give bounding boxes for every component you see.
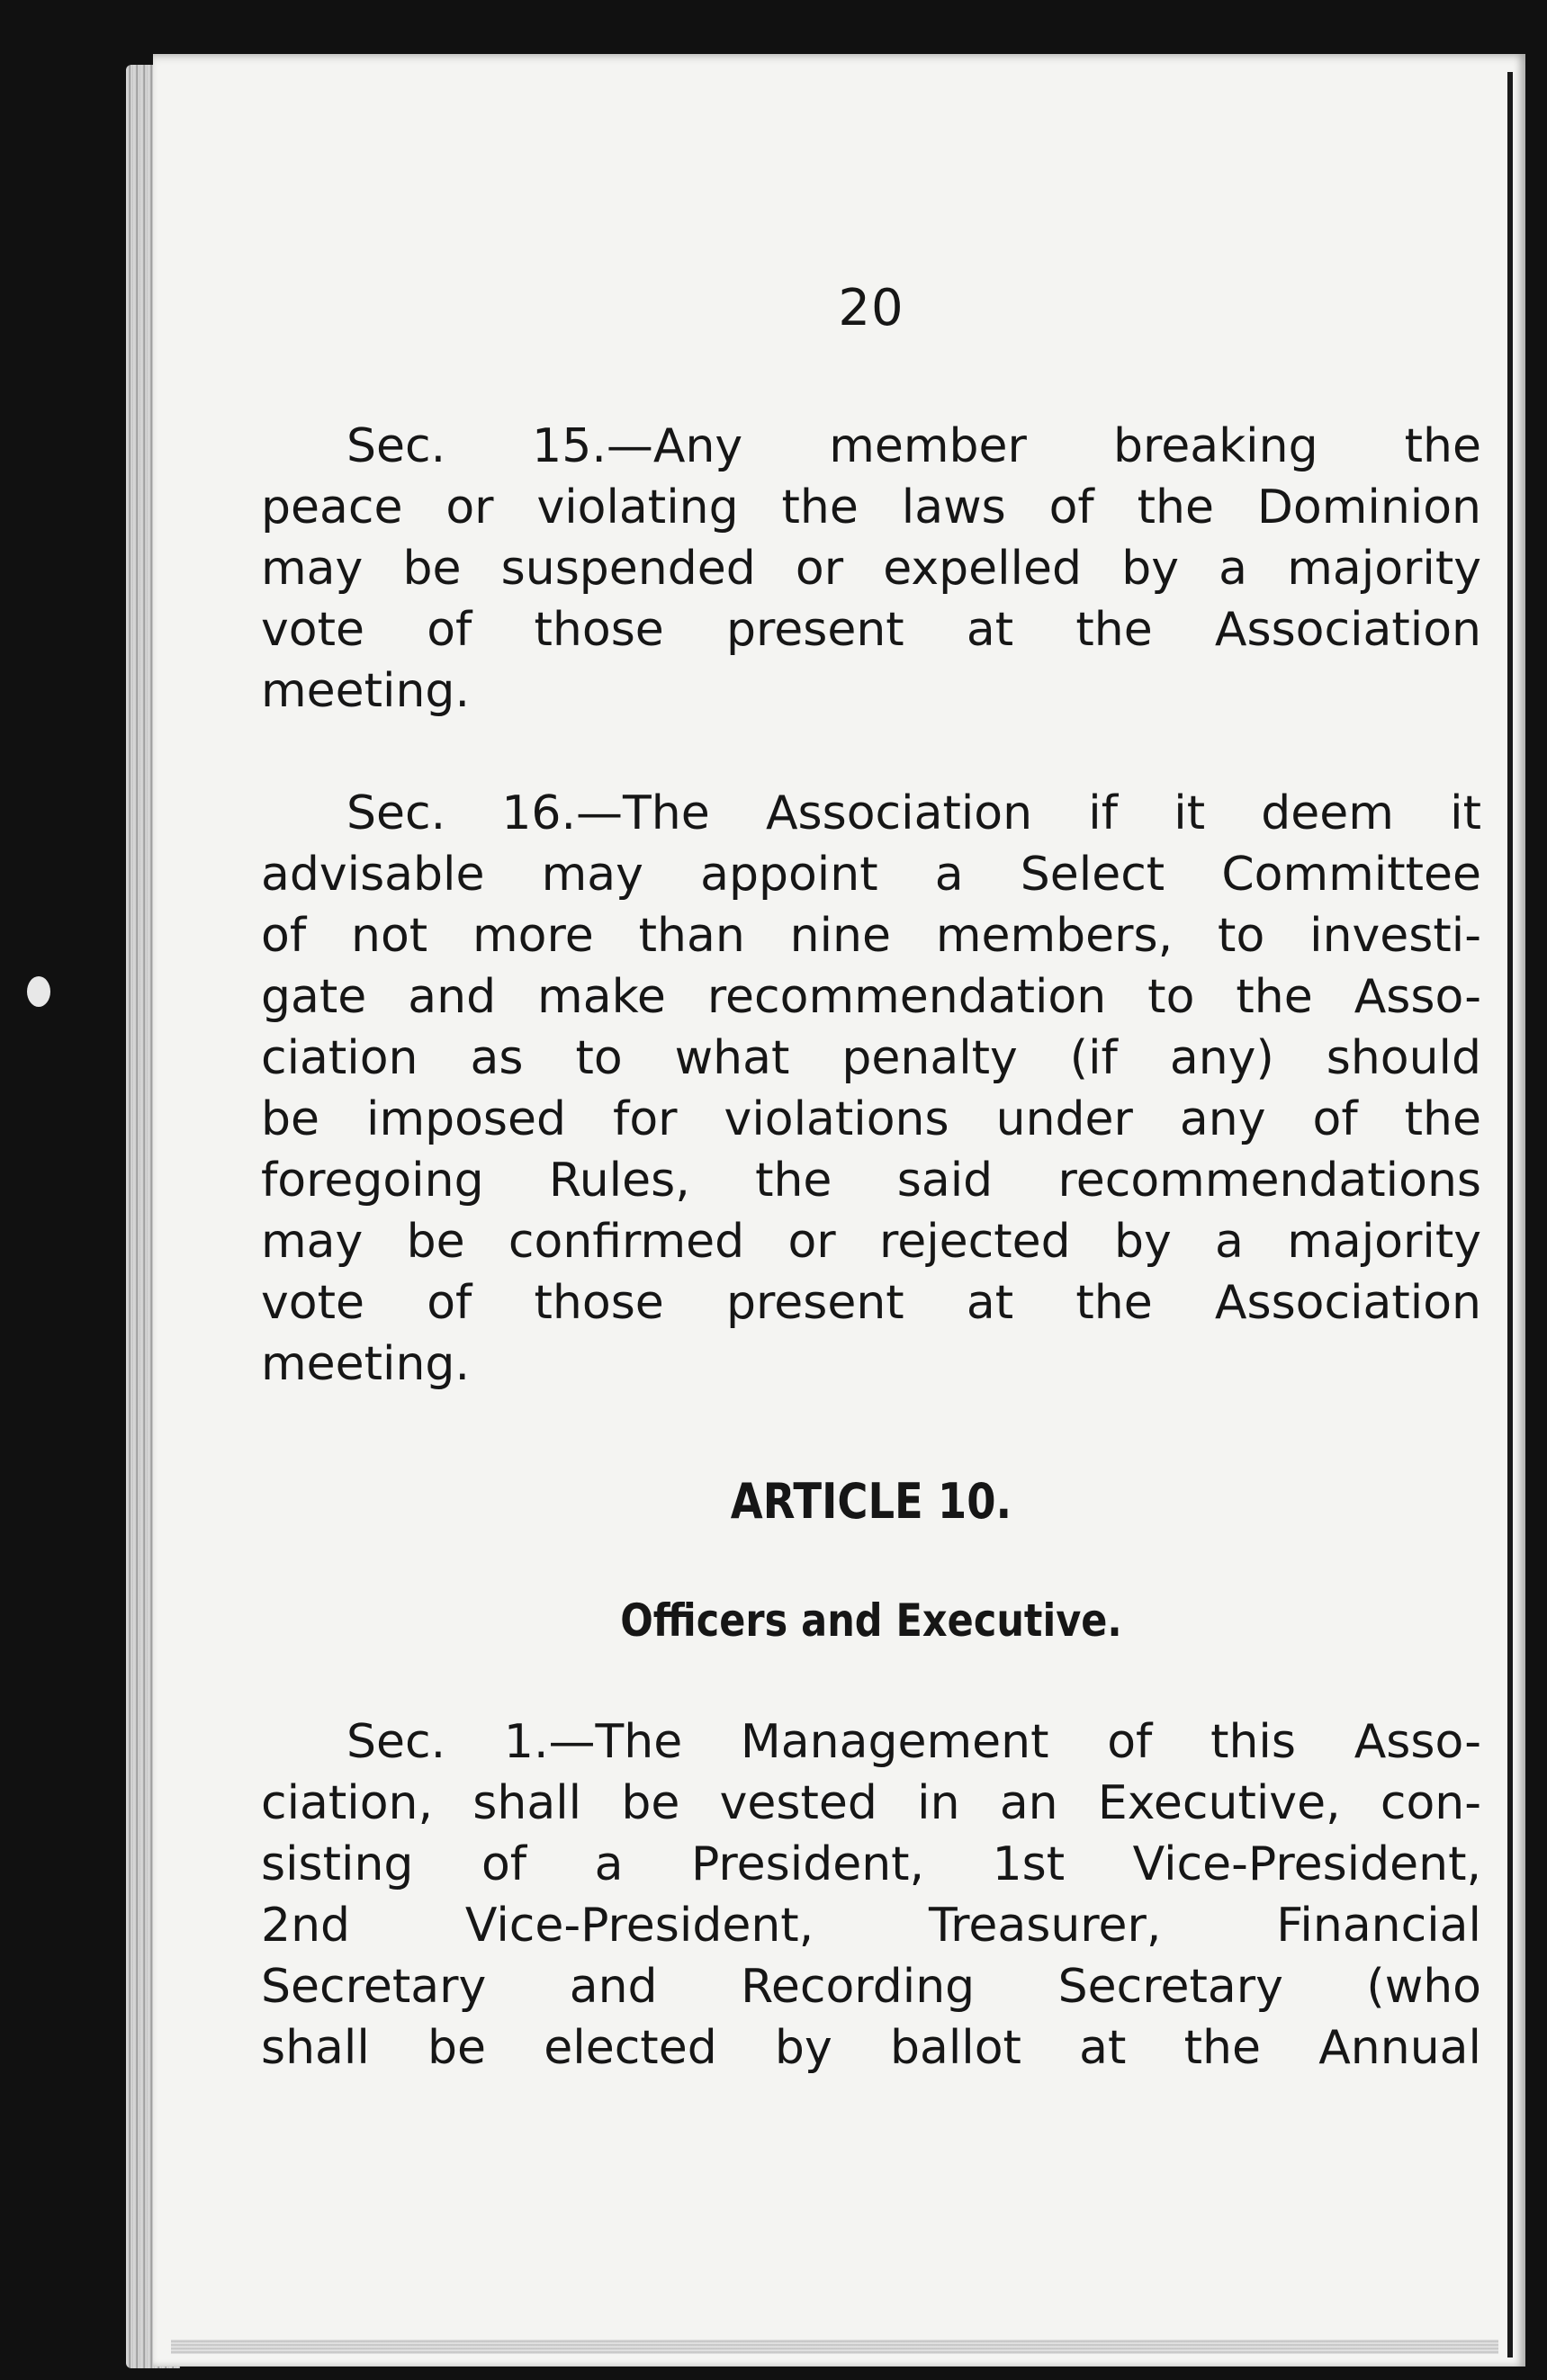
text-line: may be suspended or expelled by a majority — [261, 542, 1481, 596]
text-line: shall be elected by ballot at the Annual — [261, 2021, 1481, 2075]
page-number: 20 — [838, 279, 904, 337]
text-line: sisting of a President, 1st Vice-President, — [261, 1837, 1481, 1891]
text-line: ciation as to what penalty (if any) should — [261, 1031, 1481, 1085]
article-10-section-1 — [261, 1711, 1481, 2079]
page-text — [261, 277, 1481, 2079]
section-16 — [261, 783, 1481, 1395]
text-line: ciation, shall be vested in an Executive, con- — [261, 1776, 1481, 1830]
page-bottom-edge — [171, 2340, 1498, 2354]
text-line: advisable may appoint a Select Committee — [261, 848, 1481, 902]
section-15 — [261, 416, 1481, 722]
text-line: Sec. 1.—The Management of this Asso- — [346, 1715, 1481, 1769]
text-line: meeting. — [261, 1337, 470, 1391]
text-line: Sec. 15.—Any member breaking the — [346, 419, 1481, 473]
text-line: may be confirmed or rejected by a majority — [261, 1215, 1481, 1269]
text-line: foregoing Rules, the said recommendations — [261, 1154, 1481, 1208]
text-line: vote of those present at the Association — [261, 603, 1481, 657]
text-line: Secretary and Recording Secretary (who — [261, 1960, 1481, 2014]
text-line: peace or violating the laws of the Dominion — [261, 480, 1481, 534]
text-line: 2nd Vice-President, Treasurer, Financial — [261, 1899, 1481, 1953]
text-line: Sec. 16.—The Association if it deem it — [346, 786, 1481, 840]
text-line: be imposed for violations under any of the — [261, 1092, 1481, 1146]
text-line: vote of those present at the Association — [261, 1276, 1481, 1330]
page-right-border — [1507, 72, 1513, 2358]
text-line: of not more than nine members, to investi- — [261, 909, 1481, 963]
article-heading: ARTICLE 10. — [730, 1473, 1012, 1530]
text-line: gate and make recommendation to the Asso- — [261, 970, 1481, 1024]
article-subheading: Officers and Executive. — [620, 1594, 1122, 1647]
text-line: meeting. — [261, 664, 470, 718]
scan-speck — [27, 976, 50, 1007]
